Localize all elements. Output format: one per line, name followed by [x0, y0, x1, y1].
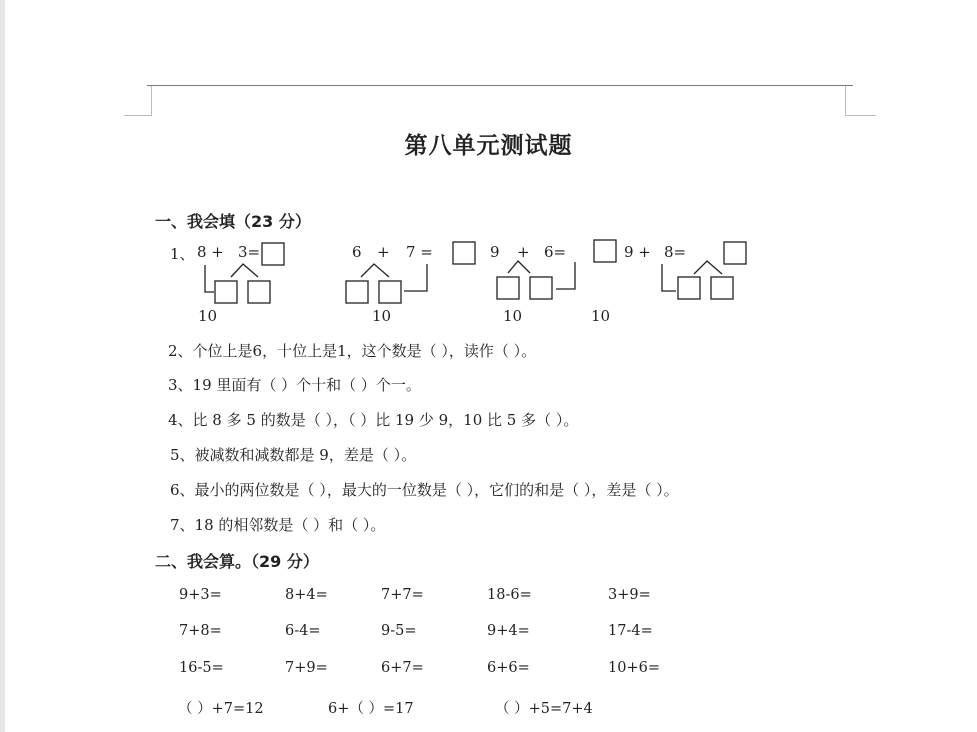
bracket-line: [662, 264, 676, 291]
page-title: 第八单元测试题: [404, 133, 573, 159]
calc-item: 6+7=: [381, 660, 424, 676]
answer-box: [379, 281, 401, 303]
question-4: 4、比 8 多 5 的数是（ ），（ ）比 19 少 9，10 比 5 多（ ）。: [168, 411, 579, 429]
calc-item: 6+6=: [487, 660, 530, 676]
q1-item3-a: 9: [490, 243, 500, 261]
split-lines: [361, 264, 389, 277]
calc-item: 7+8=: [179, 623, 222, 639]
question-7: 7、18 的相邻数是（ ）和（ ）。: [170, 516, 386, 534]
calc-item: 10+6=: [608, 660, 660, 676]
q1-item1-b: 3=: [238, 243, 261, 261]
calc-item: 8+4=: [285, 587, 328, 603]
q1-item2-op: +: [377, 243, 390, 261]
answer-box: [497, 277, 519, 299]
q1-item4-a: 9 +: [624, 243, 651, 261]
answer-box: [711, 277, 733, 299]
fill-blank-item: （ ）+5=7+4: [495, 701, 593, 717]
q1-item2-b: 7 =: [406, 243, 433, 261]
answer-box: [262, 243, 284, 265]
q1-item4-bottom: 10: [591, 307, 611, 325]
calc-item: 6-4=: [285, 623, 321, 639]
calc-item: 9+4=: [487, 623, 530, 639]
answer-box: [530, 277, 552, 299]
split-lines: [231, 264, 258, 277]
bracket-line: [556, 262, 575, 289]
q1-label: 1、: [170, 245, 195, 263]
calc-item: 17-4=: [608, 623, 653, 639]
q1-item2-bottom: 10: [372, 307, 392, 325]
fill-blank-item: 6+（ ）=17: [328, 701, 414, 717]
q1-item1-a: 8 +: [197, 243, 224, 261]
question-6: 6、最小的两位数是（ ），最大的一位数是（ ），它们的和是（ ），差是（ ）。: [170, 481, 679, 499]
section1-heading: 一、我会填（23 分）: [155, 212, 311, 231]
split-lines: [508, 261, 530, 273]
q1-item4-b: 8=: [664, 243, 687, 261]
q1-item3-bottom: 10: [503, 307, 523, 325]
split-lines: [694, 261, 722, 274]
answer-box: [453, 242, 475, 264]
answer-box: [346, 281, 368, 303]
question-5: 5、被减数和减数都是 9，差是（ ）。: [170, 446, 417, 464]
answer-box: [215, 281, 237, 303]
answer-box: [678, 277, 700, 299]
question-3: 3、19 里面有（ ）个十和（ ）个一。: [168, 376, 421, 394]
answer-box: [248, 281, 270, 303]
calc-item: 9-5=: [381, 623, 417, 639]
q1-item2-a: 6: [352, 243, 362, 261]
q1-item3-b: 6=: [544, 243, 567, 261]
answer-box: [724, 242, 746, 264]
fill-blank-item: （ ）+7=12: [178, 701, 264, 717]
q1-item1-bottom: 10: [198, 307, 218, 325]
calc-item: 16-5=: [179, 660, 224, 676]
section2-heading: 二、我会算。（29 分）: [155, 552, 319, 571]
q1-item3-op: +: [517, 243, 530, 261]
calc-item: 18-6=: [487, 587, 532, 603]
answer-box: [594, 240, 616, 262]
calc-item: 7+7=: [381, 587, 424, 603]
bracket-line: [404, 264, 427, 291]
bracket-line: [205, 265, 214, 292]
question-2: 2、个位上是6，十位上是1，这个数是（ ），读作（ ）。: [168, 342, 537, 360]
calc-item: 7+9=: [285, 660, 328, 676]
calc-item: 9+3=: [179, 587, 222, 603]
calc-item: 3+9=: [608, 587, 651, 603]
